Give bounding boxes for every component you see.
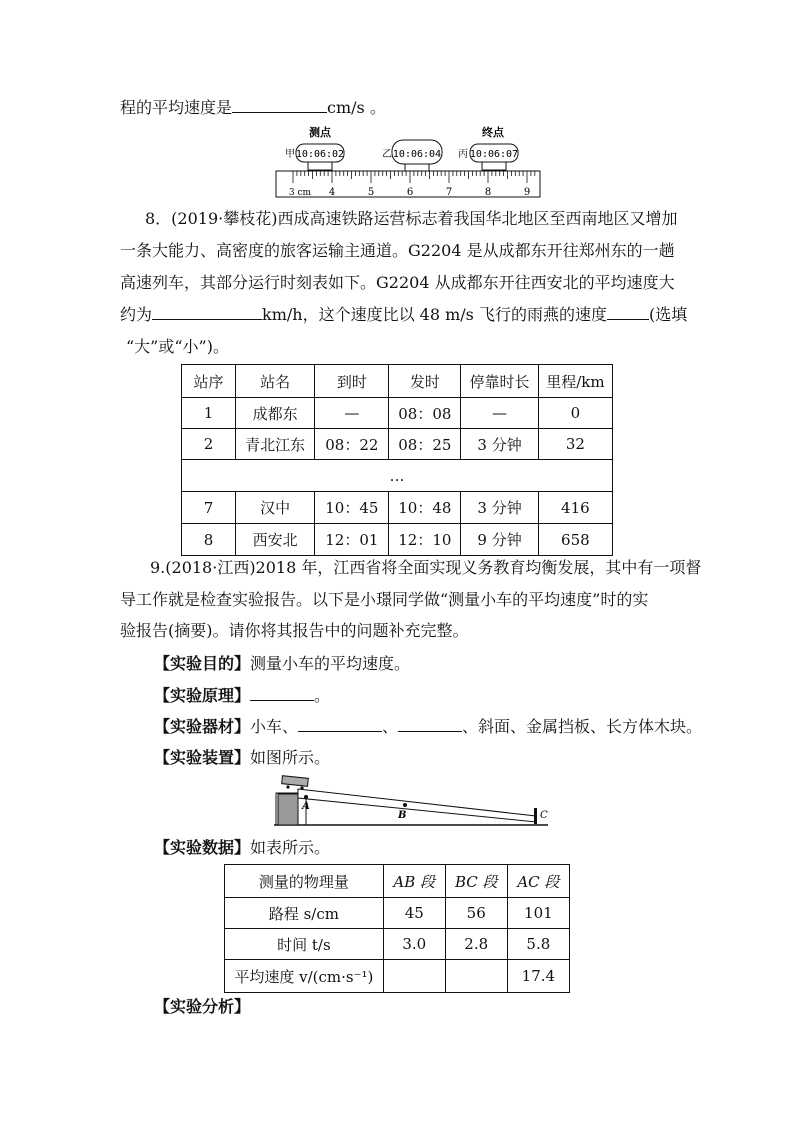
table-cell: 平均速度 v/(cm·s⁻¹) bbox=[225, 960, 384, 993]
clock-time: 10:06:07 bbox=[469, 149, 519, 160]
principle-head: 【实验原理】 bbox=[154, 686, 251, 705]
metal-barrier bbox=[534, 808, 537, 824]
tick-label: 8 bbox=[484, 187, 492, 198]
q8-line-2: 一条大能力、高密度的旅客运输主通道。G2204 是从成都东开往郑州东的一趟 bbox=[120, 241, 675, 260]
table-cell: 汉中 bbox=[236, 492, 315, 524]
table-header: 到时 bbox=[315, 365, 389, 398]
start-label: 测点 bbox=[309, 126, 331, 139]
clock-jia bbox=[285, 144, 344, 170]
table-header: 站名 bbox=[236, 365, 315, 398]
principle-line bbox=[154, 686, 330, 706]
table-cell: 西安北 bbox=[236, 524, 315, 556]
q8-l4a: 约为 bbox=[120, 305, 153, 324]
table-cell: 3 分钟 bbox=[461, 429, 538, 460]
table-cell: 路程 s/cm bbox=[225, 898, 384, 929]
table-cell: 2.8 bbox=[445, 929, 507, 960]
table-cell: — bbox=[461, 398, 538, 429]
table-cell: 成都东 bbox=[236, 398, 315, 429]
data-line bbox=[154, 838, 330, 858]
answer-blank-speed[interactable] bbox=[232, 98, 327, 113]
purpose-text: 测量小车的平均速度。 bbox=[250, 654, 411, 673]
table-header: 发时 bbox=[389, 365, 461, 398]
clock-bing bbox=[458, 144, 518, 170]
q8-line-5: “大”或“小”)。 bbox=[126, 337, 229, 356]
table-cell: 10：48 bbox=[389, 492, 461, 524]
table-header-row bbox=[225, 865, 570, 898]
q8-l4b: km/h，这个速度比以 48 m/s 飞行的雨燕的速度 bbox=[262, 305, 607, 324]
table-header: AC 段 bbox=[507, 865, 569, 898]
equip-a: 小车、 bbox=[250, 717, 299, 736]
answer-blank-equipment-2[interactable] bbox=[398, 717, 462, 732]
table-header: 站序 bbox=[182, 365, 236, 398]
incline-plane bbox=[298, 789, 536, 822]
table-cell: 08：25 bbox=[389, 429, 461, 460]
purpose-head: 【实验目的】 bbox=[154, 654, 251, 673]
answer-blank-compare[interactable] bbox=[607, 305, 649, 320]
end-label: 终点 bbox=[482, 126, 504, 139]
setup-text: 如图所示。 bbox=[250, 748, 331, 767]
table-cell: 12：01 bbox=[315, 524, 389, 556]
table-cell: — bbox=[315, 398, 389, 429]
table-row bbox=[225, 898, 570, 929]
table-cell: 12：10 bbox=[389, 524, 461, 556]
timetable bbox=[181, 364, 613, 556]
incline-figure bbox=[272, 772, 552, 832]
clock-tag: 甲 bbox=[285, 149, 295, 160]
table-cell: 7 bbox=[182, 492, 236, 524]
q8-l4c: (选填 bbox=[648, 305, 688, 324]
tick-label: 9 bbox=[523, 187, 531, 198]
table-cell: 3 分钟 bbox=[461, 492, 538, 524]
cart-wheel bbox=[286, 785, 289, 788]
table-cell: 17.4 bbox=[507, 960, 569, 993]
table-cell: 青北江东 bbox=[236, 429, 315, 460]
tick-label: 4 bbox=[328, 187, 336, 198]
q9-line-3: 验报告(摘要)。请你将其报告中的问题补充完整。 bbox=[120, 621, 469, 640]
setup-head: 【实验装置】 bbox=[154, 748, 251, 767]
clock-time: 10:06:04 bbox=[392, 149, 442, 160]
clock-tag: 乙 bbox=[382, 149, 392, 160]
data-head: 【实验数据】 bbox=[154, 838, 251, 857]
answer-blank-kmh[interactable] bbox=[152, 305, 262, 320]
table-cell: 32 bbox=[538, 429, 612, 460]
q8-line-4 bbox=[120, 305, 687, 325]
point-a bbox=[304, 795, 308, 799]
q9-line-2: 导工作就是检查实验报告。以下是小璟同学做“测量小车的平均速度”时的实 bbox=[120, 590, 649, 609]
table-cell: 2 bbox=[182, 429, 236, 460]
table-row bbox=[182, 524, 613, 556]
purpose-line bbox=[154, 654, 410, 674]
equipment-line bbox=[154, 717, 702, 737]
principle-end: 。 bbox=[314, 686, 331, 705]
top-unit: cm/s 。 bbox=[327, 98, 386, 117]
table-row bbox=[182, 398, 613, 429]
data-table bbox=[224, 864, 570, 993]
table-cell: 1 bbox=[182, 398, 236, 429]
table-header: BC 段 bbox=[445, 865, 507, 898]
equip-sep: 、 bbox=[382, 717, 399, 736]
cart-wheel bbox=[300, 786, 303, 789]
setup-line bbox=[154, 748, 330, 768]
table-row bbox=[225, 960, 570, 993]
table-header: 测量的物理量 bbox=[225, 865, 384, 898]
answer-blank-principle[interactable] bbox=[250, 686, 314, 701]
table-cell: 45 bbox=[383, 898, 445, 929]
answer-cell-ab-speed[interactable] bbox=[383, 960, 445, 993]
equipment-head: 【实验器材】 bbox=[154, 717, 251, 736]
table-cell: 08：08 bbox=[389, 398, 461, 429]
clock-time: 10:06:02 bbox=[295, 149, 345, 160]
point-b bbox=[403, 803, 407, 807]
table-cell: 3.0 bbox=[383, 929, 445, 960]
clock-tag: 丙 bbox=[458, 149, 468, 160]
table-header: 停靠时长 bbox=[461, 365, 538, 398]
table-header: AB 段 bbox=[383, 865, 445, 898]
q8-line-1: 8．(2019·攀枝花)西成高速铁路运营标志着我国华北地区至西南地区又增加 bbox=[145, 209, 678, 228]
tick-label: 7 bbox=[445, 187, 453, 198]
table-header: 里程/km bbox=[538, 365, 612, 398]
table-header-row bbox=[182, 365, 613, 398]
wooden-block bbox=[278, 794, 298, 825]
table-row bbox=[225, 929, 570, 960]
table-cell: 9 分钟 bbox=[461, 524, 538, 556]
tick-label: 6 bbox=[406, 187, 414, 198]
table-ellipsis-row bbox=[182, 460, 613, 492]
table-row bbox=[182, 429, 613, 460]
tick-label: 3 cm bbox=[288, 188, 312, 198]
clock-yi bbox=[382, 140, 442, 171]
table-cell: 时间 t/s bbox=[225, 929, 384, 960]
cart bbox=[282, 776, 309, 787]
table-cell: 5.8 bbox=[507, 929, 569, 960]
table-row bbox=[182, 492, 613, 524]
label-a: A bbox=[302, 801, 310, 812]
data-text: 如表所示。 bbox=[250, 838, 331, 857]
answer-blank-equipment-1[interactable] bbox=[298, 717, 382, 732]
label-c: C bbox=[540, 810, 548, 821]
ruler-clock-figure bbox=[274, 124, 544, 200]
q8-line-3: 高速列车，其部分运行时刻表如下。G2204 从成都东开往西安北的平均速度大 bbox=[120, 273, 675, 292]
analysis-head: 【实验分析】 bbox=[154, 997, 251, 1016]
table-cell: 08：22 bbox=[315, 429, 389, 460]
tick-label: 5 bbox=[367, 187, 375, 198]
table-cell: 658 bbox=[538, 524, 612, 556]
table-cell: 56 bbox=[445, 898, 507, 929]
table-cell: 101 bbox=[507, 898, 569, 929]
table-cell: 0 bbox=[538, 398, 612, 429]
table-ellipsis: … bbox=[182, 460, 613, 492]
top-line bbox=[120, 98, 386, 118]
table-cell: 10：45 bbox=[315, 492, 389, 524]
equip-b: 、斜面、金属挡板、长方体木块。 bbox=[462, 717, 703, 736]
table-cell: 416 bbox=[538, 492, 612, 524]
answer-cell-bc-speed[interactable] bbox=[445, 960, 507, 993]
label-b: B bbox=[398, 810, 407, 821]
table-cell: 8 bbox=[182, 524, 236, 556]
q9-line-1: 9.(2018·江西)2018 年，江西省将全面实现义务教育均衡发展，其中有一项督 bbox=[150, 558, 702, 577]
top-text: 程的平均速度是 bbox=[120, 98, 233, 117]
